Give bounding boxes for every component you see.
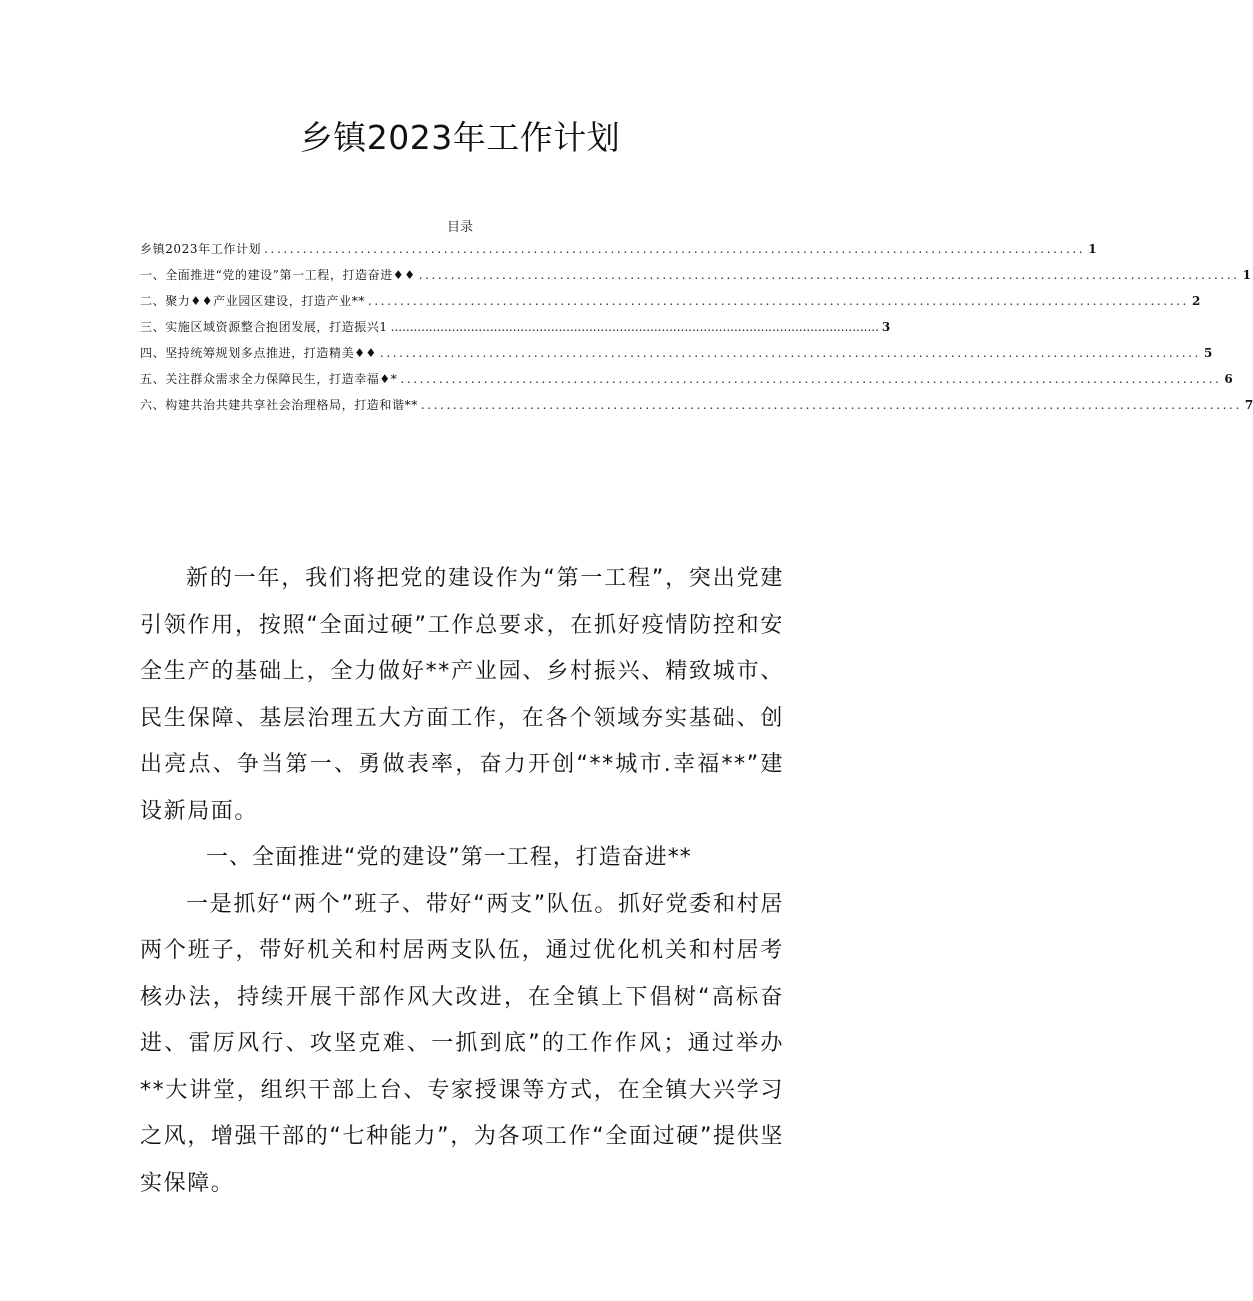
toc-entry-page: 2 (1191, 294, 1201, 308)
toc-entry-text: 一、全面推进“党的建设”第一工程，打造奋进♦♦ (140, 268, 416, 282)
toc-entry-text: 乡镇2023年工作计划 (140, 242, 262, 256)
toc-entry-text: 六、构建共治共建共享社会治理格局，打造和谐** (140, 398, 418, 412)
toc-entry-page: 5 (1203, 346, 1213, 360)
toc-entry-page: 7 (1244, 398, 1253, 412)
toc-leader-dots: ................................................................................................................................ (367, 294, 1189, 308)
toc-leader-dots: ................................................................................................................................ (420, 398, 1242, 412)
toc-entry-page: 6 (1224, 372, 1233, 386)
toc-entry-page: 1 (1088, 242, 1097, 256)
toc-entry-text: 三、实施区域资源整合抱团发展，打造振兴1 (140, 320, 388, 334)
toc-leader-dots: ................................................................................................................................ (390, 320, 879, 334)
table-of-contents (140, 240, 1253, 422)
toc-heading: 目录 (446, 220, 473, 235)
toc-entry-page: 1 (1242, 268, 1252, 282)
toc-entry-page: 3 (881, 320, 891, 334)
document-title: 乡镇2023年工作计划 (299, 118, 621, 157)
section-heading: 一、全面推进“党的建设”第一工程，打造奋进** (206, 845, 692, 870)
toc-entry-text: 四、坚持统筹规划多点推进，打造精美♦♦ (140, 346, 377, 360)
section-paragraph: 一是抓好“两个”班子、带好“两支”队伍。抓好党委和村居两个班子，带好机关和村居两支队伍，通过优化机关和村居考核办法，持续开展干部作风大改进，在全镇上下倡树“高标奋进、雷厉风行、攻坚克难、一抓到底”的工作作风；通过举办**大讲堂，组织干部上台、专家授课等方式，在全镇大兴学习之风，增强干部的“七种能力”，为各项工作“全面过硬”提供坚实保障。 (140, 891, 784, 1196)
toc-leader-dots: ................................................................................................................................ (379, 346, 1201, 360)
toc-entry[interactable] (140, 370, 1233, 396)
toc-entry-text: 二、聚力♦♦产业园区建设，打造产业** (140, 294, 365, 308)
toc-leader-dots: ................................................................................................................................ (400, 372, 1222, 386)
toc-entry[interactable] (140, 292, 1201, 318)
toc-entry-text: 五、关注群众需求全力保障民生，打造幸福♦* (140, 372, 398, 386)
toc-leader-dots: ................................................................................................................................ (418, 268, 1240, 282)
toc-entry[interactable] (140, 266, 1252, 292)
document-body (140, 556, 784, 1207)
toc-entry[interactable] (140, 318, 891, 344)
toc-leader-dots: ................................................................................................................................ (264, 242, 1086, 256)
toc-entry[interactable] (140, 240, 1097, 266)
toc-entry[interactable] (140, 396, 1253, 422)
intro-paragraph: 新的一年，我们将把党的建设作为“第一工程”，突出党建引领作用，按照“全面过硬”工作总要求，在抓好疫情防控和安全生产的基础上，全力做好**产业园、乡村振兴、精致城市、民生保障、基层治理五大方面工作，在各个领域夯实基础、创出亮点、争当第一、勇做表率，奋力开创“**城市.幸福**”建设新局面。 (140, 566, 784, 824)
toc-entry[interactable] (140, 344, 1213, 370)
